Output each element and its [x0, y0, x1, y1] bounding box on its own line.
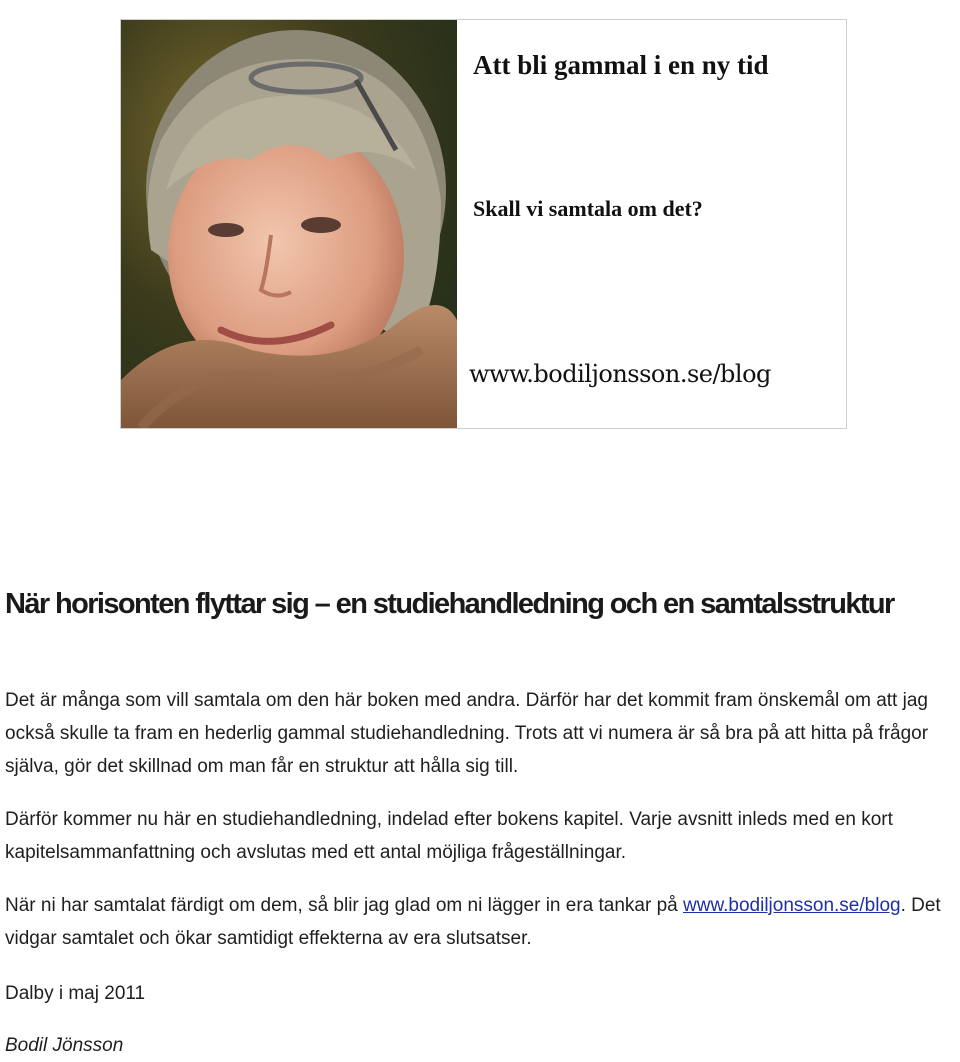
invitation-text-end: . Det vidgar samtalet och ökar samtidigt effekterna av era slutsatser. [5, 895, 941, 949]
structure-paragraph: Därför kommer nu här en studiehandledning, indelad efter bokens kapitel. Varje avsnitt inleds med en kort kapitelsammanfattning och avslutas med ett antal möjliga frågeställningar. [5, 809, 893, 863]
invitation-paragraph [5, 889, 955, 955]
author-signature: Bodil Jönsson [5, 1035, 124, 1056]
place-date: Dalby i maj 2011 [5, 983, 146, 1004]
blog-link[interactable]: www.bodiljonsson.se/blog [683, 895, 901, 916]
banner-title: Att bli gammal i en ny tid [473, 50, 769, 80]
intro-paragraph: Det är många som vill samtala om den här boken med andra. Därför har det kommit fram önskemål om att jag också skulle ta fram en hederlig gammal studiehandledning. Trots att vi numera är så bra på att hitta på frågor själva, gör det skillnad om man får en struktur att hålla sig till. [5, 690, 929, 777]
cover-banner [120, 19, 847, 429]
banner-text-panel [457, 20, 846, 428]
page-title: När horisonten flyttar sig – en studiehandledning och en samtalsstruktur [5, 588, 894, 620]
author-portrait [121, 20, 457, 428]
portrait-illustration [121, 20, 457, 428]
banner-url: www.bodiljonsson.se/blog [469, 360, 771, 388]
invitation-text-start: När ni har samtalat färdigt om dem, så blir jag glad om ni lägger in era tankar på [5, 895, 683, 916]
banner-question: Skall vi samtala om det? [473, 196, 703, 221]
